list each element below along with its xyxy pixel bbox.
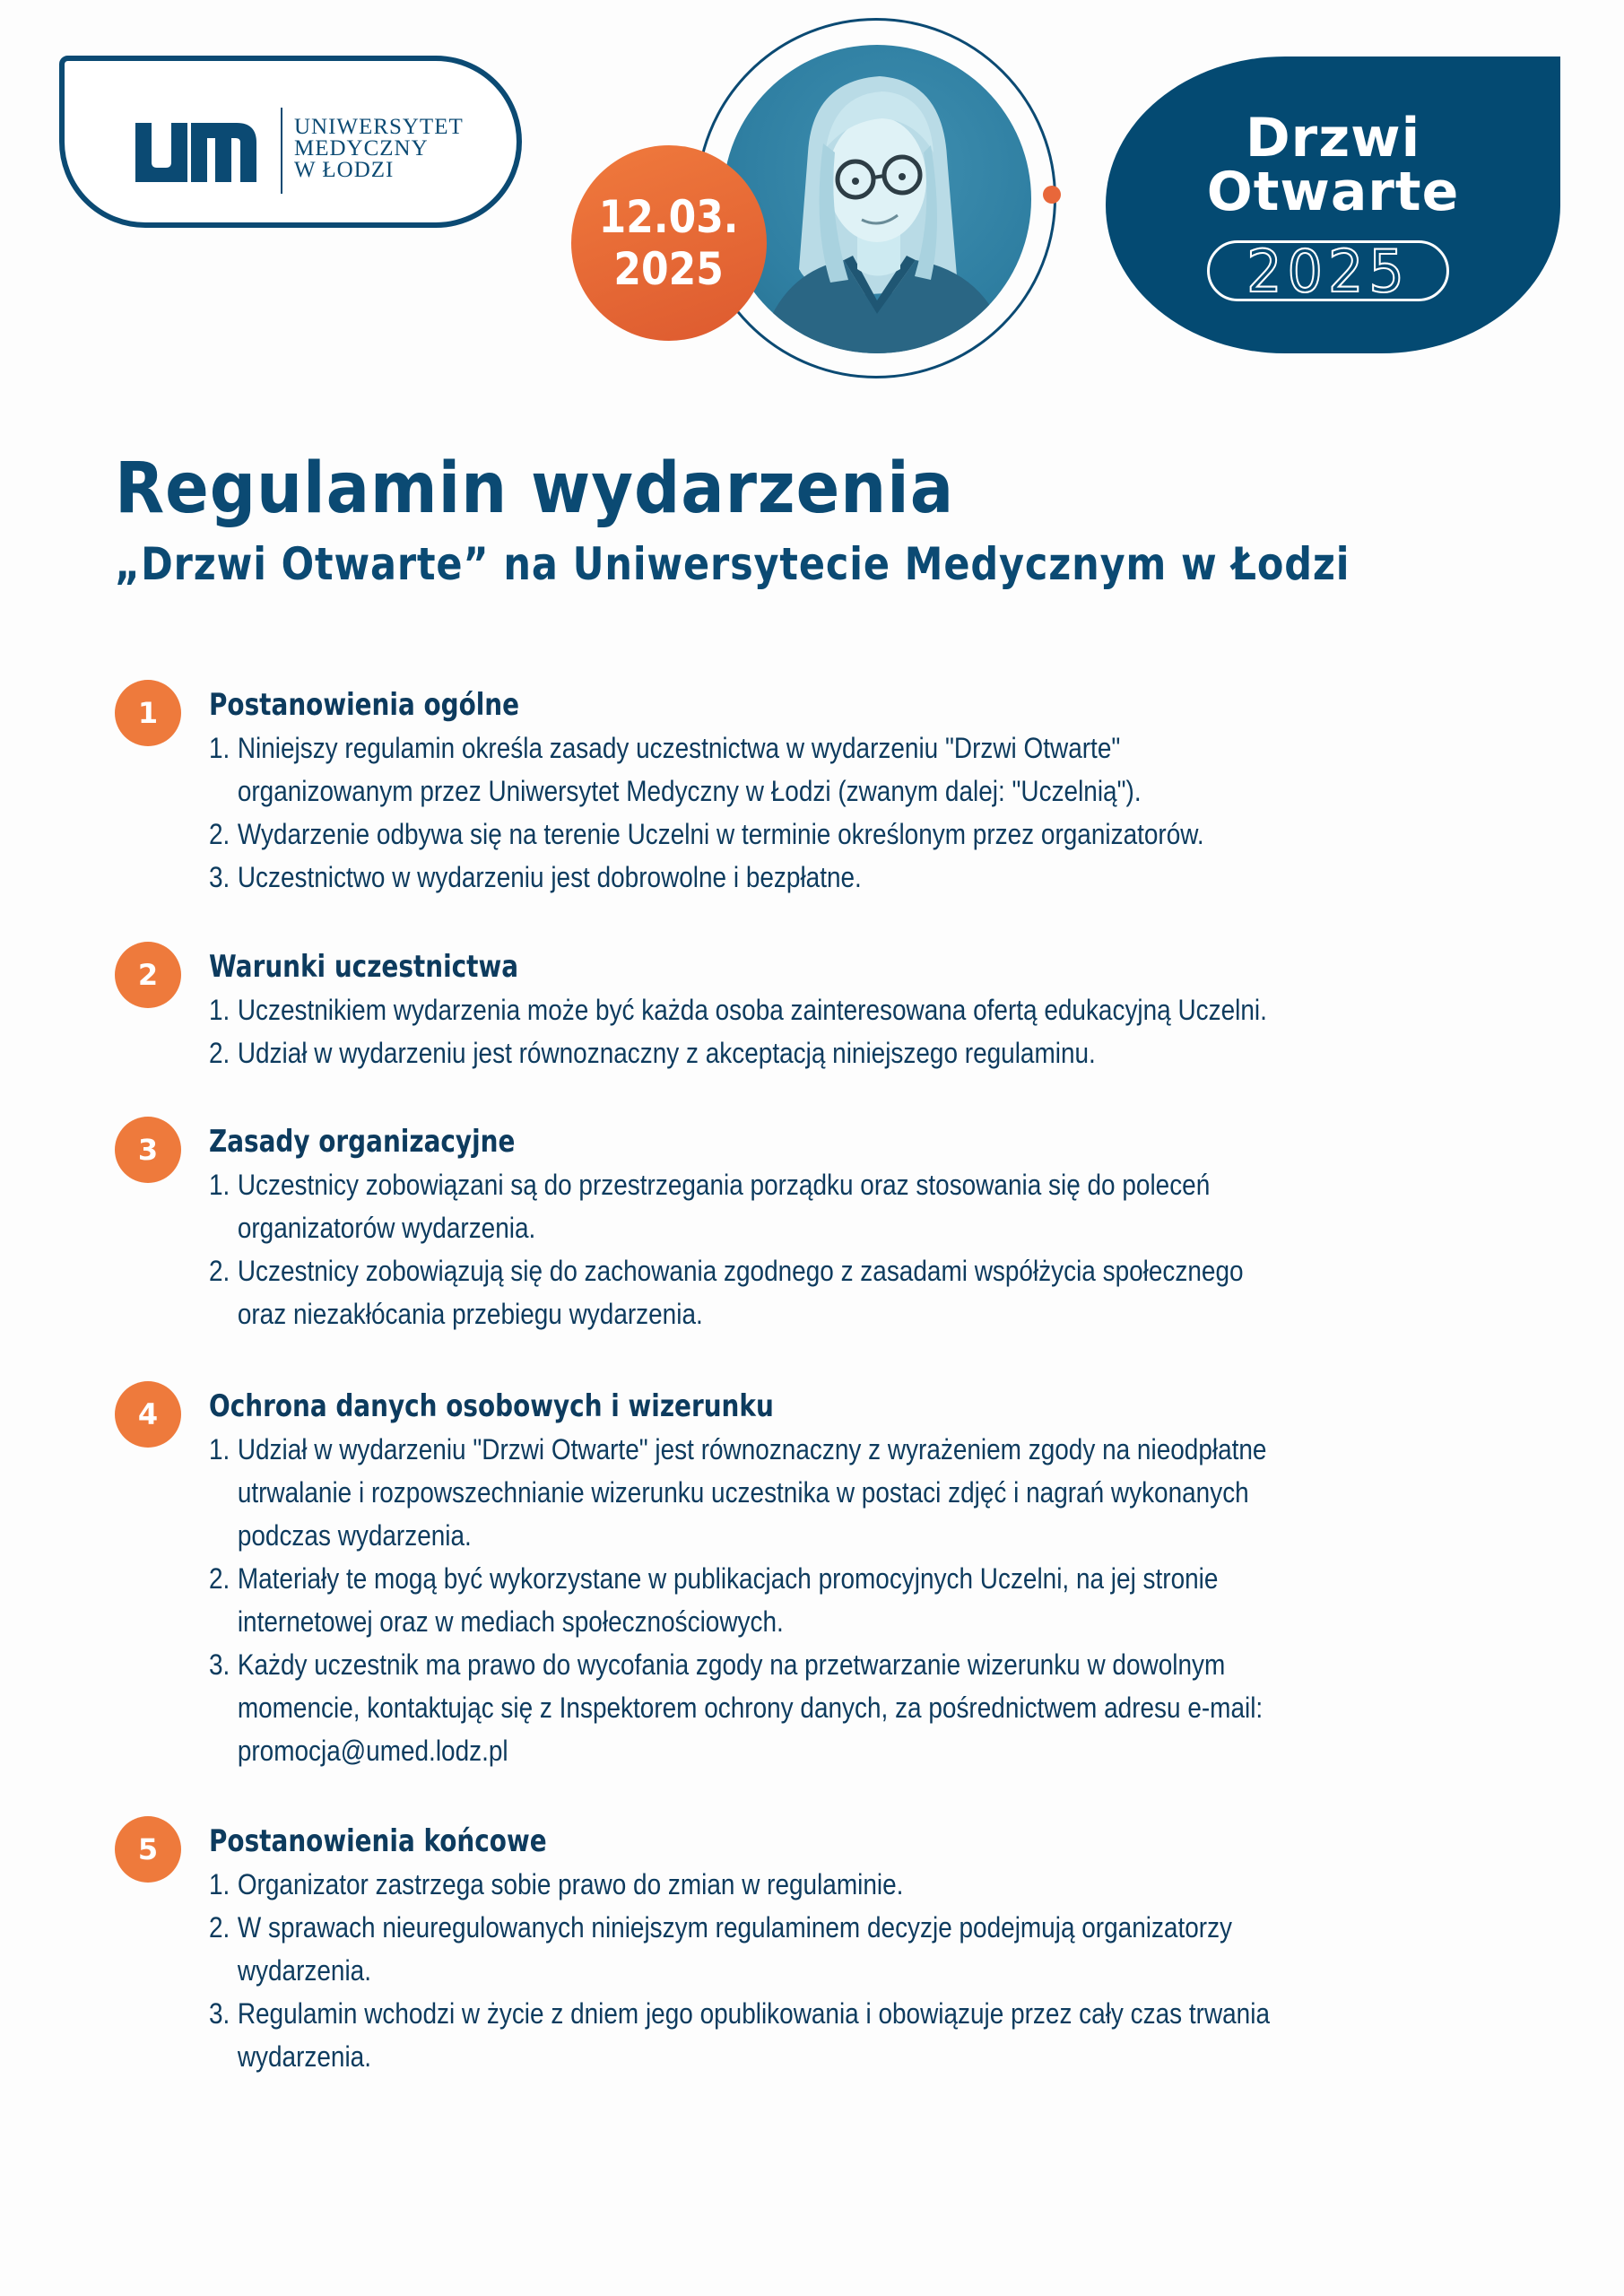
list-item-text: wydarzenia. bbox=[237, 1954, 371, 1987]
page-title: Regulamin wydarzenia bbox=[115, 448, 955, 529]
list-item-number: 1. bbox=[209, 994, 230, 1026]
section-number-badge: 1 bbox=[115, 680, 181, 746]
section-heading: Warunki uczestnictwa bbox=[209, 949, 519, 985]
list-item-number: 1. bbox=[209, 732, 230, 764]
list-item-number: 2. bbox=[209, 1562, 230, 1595]
list-item bbox=[209, 988, 1366, 1031]
section-number-badge: 5 bbox=[115, 1816, 181, 1883]
list-item bbox=[209, 813, 1366, 856]
event-date-day-month: 12.03. bbox=[599, 191, 739, 243]
list-item bbox=[209, 856, 1366, 899]
list-item-text: Uczestnicy zobowiązują się do zachowania zgodnego z zasadami współżycia społecznego bbox=[237, 1255, 1244, 1287]
section-heading: Postanowienia końcowe bbox=[209, 1823, 547, 1859]
portrait-illustration bbox=[723, 45, 1031, 353]
page-subtitle: „Drzwi Otwarte” na Uniwersytecie Medycznym w Łodzi bbox=[115, 538, 1350, 590]
logo-line-1: UNIWERSYTET bbox=[294, 115, 464, 139]
logo-wordmark bbox=[294, 117, 464, 181]
list-item bbox=[209, 1557, 1366, 1643]
section-number-badge: 3 bbox=[115, 1117, 181, 1183]
ring-dot bbox=[1043, 186, 1061, 204]
list-item-text: W sprawach nieuregulowanych niniejszym regulaminem decyzje podejmują organizatorzy bbox=[237, 1911, 1233, 1944]
event-name-line-2: Otwarte bbox=[1206, 161, 1460, 223]
list-item-text: Każdy uczestnik ma prawo do wycofania zgody na przetwarzanie wizerunku w dowolnym bbox=[237, 1648, 1226, 1681]
list-item-text: Wydarzenie odbywa się na terenie Uczelni w terminie określonym przez organizatorów. bbox=[237, 818, 1204, 850]
list-item bbox=[209, 1428, 1366, 1557]
list-item-text: organizatorów wydarzenia. bbox=[237, 1212, 536, 1244]
list-item-text: Uczestnictwo w wydarzeniu jest dobrowolne i bezpłatne. bbox=[237, 861, 862, 893]
list-item-number: 1. bbox=[209, 1433, 230, 1465]
list-item-text: internetowej oraz w mediach społecznościowych. bbox=[237, 1605, 784, 1638]
section-items bbox=[209, 1163, 1554, 1335]
logo-divider bbox=[281, 108, 282, 194]
event-date-badge bbox=[571, 145, 767, 341]
event-year-pill bbox=[1207, 237, 1449, 306]
section-items bbox=[209, 988, 1554, 1074]
list-item-text: Uczestnikiem wydarzenia może być każda osoba zainteresowana ofertą edukacyjną Uczelni. bbox=[237, 994, 1267, 1026]
list-item bbox=[209, 726, 1366, 813]
university-logo bbox=[59, 56, 522, 228]
list-item-text: organizowanym przez Uniwersytet Medyczny w Łodzi (zwanym dalej: "Uczelnią"). bbox=[237, 775, 1142, 807]
list-item-text: utrwalanie i rozpowszechnianie wizerunku uczestnika w postaci zdjęć i nagrań wykonanych bbox=[237, 1476, 1249, 1509]
list-item-number: 2. bbox=[209, 1037, 230, 1069]
list-item-text: momencie, kontaktując się z Inspektorem ochrony danych, za pośrednictwem adresu e-mail: bbox=[237, 1692, 1264, 1724]
section-items bbox=[209, 1863, 1554, 2078]
list-item-text: Materiały te mogą być wykorzystane w publikacjach promocyjnych Uczelni, na jej stronie bbox=[237, 1562, 1219, 1595]
list-item-text: Organizator zastrzega sobie prawo do zmian w regulaminie. bbox=[237, 1868, 904, 1900]
list-item-number: 3. bbox=[209, 861, 230, 893]
list-item-number: 1. bbox=[209, 1169, 230, 1201]
section-heading: Ochrona danych osobowych i wizerunku bbox=[209, 1388, 774, 1424]
list-item-text: oraz niezakłócania przebiegu wydarzenia. bbox=[237, 1298, 703, 1330]
section-number-badge: 4 bbox=[115, 1381, 181, 1448]
list-item bbox=[209, 1031, 1366, 1074]
section-heading: Postanowienia ogólne bbox=[209, 687, 520, 723]
list-item-text: Niniejszy regulamin określa zasady uczestnictwa w wydarzeniu "Drzwi Otwarte" bbox=[237, 732, 1121, 764]
list-item bbox=[209, 1249, 1366, 1335]
logo-line-2: MEDYCZNY bbox=[294, 136, 429, 161]
event-year: 2025 bbox=[1246, 237, 1410, 306]
list-item-number: 2. bbox=[209, 1911, 230, 1944]
list-item-text: Regulamin wchodzi w życie z dniem jego opublikowania i obowiązuje przez cały czas trwania bbox=[237, 1997, 1270, 2030]
list-item-number: 2. bbox=[209, 818, 230, 850]
list-item-number: 2. bbox=[209, 1255, 230, 1287]
list-item bbox=[209, 1992, 1366, 2078]
list-item bbox=[209, 1163, 1366, 1249]
email-link[interactable]: promocja@umed.lodz.pl bbox=[237, 1735, 508, 1767]
section-items bbox=[209, 726, 1554, 899]
event-name-line-1: Drzwi bbox=[1245, 107, 1421, 170]
list-item-number: 3. bbox=[209, 1648, 230, 1681]
list-item-text: Uczestnicy zobowiązani są do przestrzegania porządku oraz stosowania się do poleceń bbox=[237, 1169, 1211, 1201]
section-items bbox=[209, 1428, 1554, 1772]
logo-line-3: W ŁODZI bbox=[294, 158, 395, 182]
section-heading: Zasady organizacyjne bbox=[209, 1124, 516, 1160]
list-item-text: podczas wydarzenia. bbox=[237, 1519, 472, 1552]
list-item-number: 1. bbox=[209, 1868, 230, 1900]
list-item bbox=[209, 1643, 1366, 1772]
section-number-badge: 2 bbox=[115, 942, 181, 1008]
list-item-text: Udział w wydarzeniu jest równoznaczny z akceptacją niniejszego regulaminu. bbox=[237, 1037, 1096, 1069]
list-item bbox=[209, 1863, 1366, 1906]
list-item-number: 3. bbox=[209, 1997, 230, 2030]
um-logo-mark bbox=[135, 123, 256, 182]
event-name-badge bbox=[1106, 57, 1560, 353]
list-item-text: wydarzenia. bbox=[237, 2040, 371, 2073]
list-item bbox=[209, 1906, 1366, 1992]
list-item-text: Udział w wydarzeniu "Drzwi Otwarte" jest równoznaczny z wyrażeniem zgody na nieodpłatne bbox=[237, 1433, 1267, 1465]
event-date-year: 2025 bbox=[613, 243, 725, 295]
portrait-photo bbox=[723, 45, 1031, 353]
